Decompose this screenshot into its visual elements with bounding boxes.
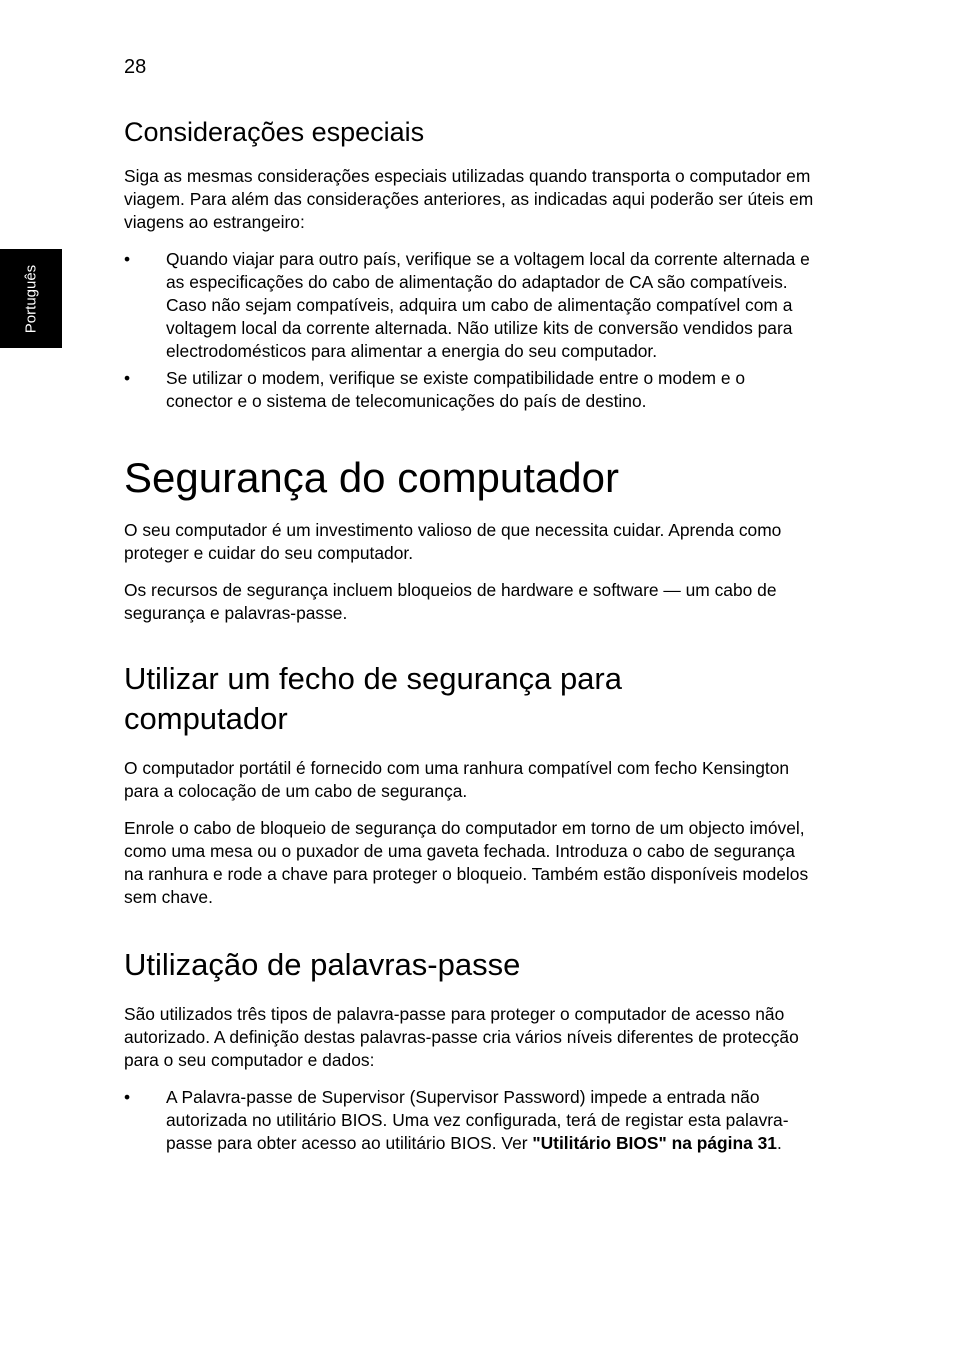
- special-considerations-heading: Considerações especiais: [124, 117, 425, 147]
- special-considerations-intro: Siga as mesmas considerações especiais utilizadas quando transporta o computador em viagem. Para além das considerações anteriores, as indicadas aqui poderão ser úteis em viagens ao estrangeiro:: [124, 166, 814, 232]
- list-item-end: .: [776, 1133, 782, 1153]
- security-lock-heading-line1: Utilizar um fecho de segurança para: [124, 661, 622, 696]
- list-item: [124, 1086, 814, 1155]
- language-side-tab: [0, 249, 62, 348]
- list-item-text: A Palavra-passe de Supervisor (Supervisor Password) impede a entrada não autorizada no utilitário BIOS. Uma vez configurada, terá de registar esta palavra-passe para obter acesso ao utilitário BIOS. Ver: [166, 1087, 789, 1153]
- language-side-tab-label: Português: [22, 264, 40, 334]
- list-item-text: Se utilizar o modem, verifique se existe compatibilidade entre o modem e o conector e o sistema de telecomunicações do país de destino.: [166, 368, 746, 411]
- list-item: [124, 367, 814, 413]
- passwords-paragraph-1: São utilizados três tipos de palavra-passe para proteger o computador de acesso não autorizado. A definição destas palavras-passe cria vários níveis diferentes de protecção para o seu computador e dados:: [124, 1004, 799, 1070]
- security-title: Segurança do computador: [124, 454, 619, 501]
- security-lock-heading-line2: computador: [124, 701, 288, 736]
- page-number: 28: [124, 56, 147, 78]
- bios-utility-reference: "Utilitário BIOS" na página 31: [532, 1133, 777, 1153]
- security-lock-paragraph-1: O computador portátil é fornecido com uma ranhura compatível com fecho Kensington para a colocação de um cabo de segurança.: [124, 758, 790, 801]
- security-lock-heading: [124, 659, 814, 739]
- security-paragraph-1: O seu computador é um investimento valioso de que necessita cuidar. Aprenda como proteger e cuidar do seu computador.: [124, 520, 782, 563]
- security-paragraph-2: Os recursos de segurança incluem bloqueios de hardware e software — um cabo de segurança e palavras-passe.: [124, 580, 777, 623]
- security-lock-paragraph-2: Enrole o cabo de bloqueio de segurança do computador em torno de um objecto imóvel, como uma mesa ou o puxador de uma gaveta fechada. Introduza o cabo de segurança na ranhura e rode a chave para proteger o bloqueio. Também estão disponíveis modelos sem chave.: [124, 818, 809, 907]
- passwords-list: [124, 1086, 814, 1155]
- list-item-text: Quando viajar para outro país, verifique se a voltagem local da corrente alternada e as especificações do cabo de alimentação do adaptador de CA são compatíveis. Caso não sejam compatíveis, adquira um cabo de alimentação compatível com a voltagem local da corrente alternada. Não utilize kits de conversão vendidos para electrodomésticos para alimentar a energia do seu computador.: [166, 249, 810, 361]
- bullet-marker: •: [124, 368, 131, 388]
- bullet-marker: •: [124, 249, 131, 269]
- bullet-marker: •: [124, 1087, 131, 1107]
- page-content: [124, 115, 814, 1159]
- list-item: [124, 248, 814, 363]
- special-considerations-list: [124, 248, 814, 413]
- passwords-heading: Utilização de palavras-passe: [124, 947, 521, 982]
